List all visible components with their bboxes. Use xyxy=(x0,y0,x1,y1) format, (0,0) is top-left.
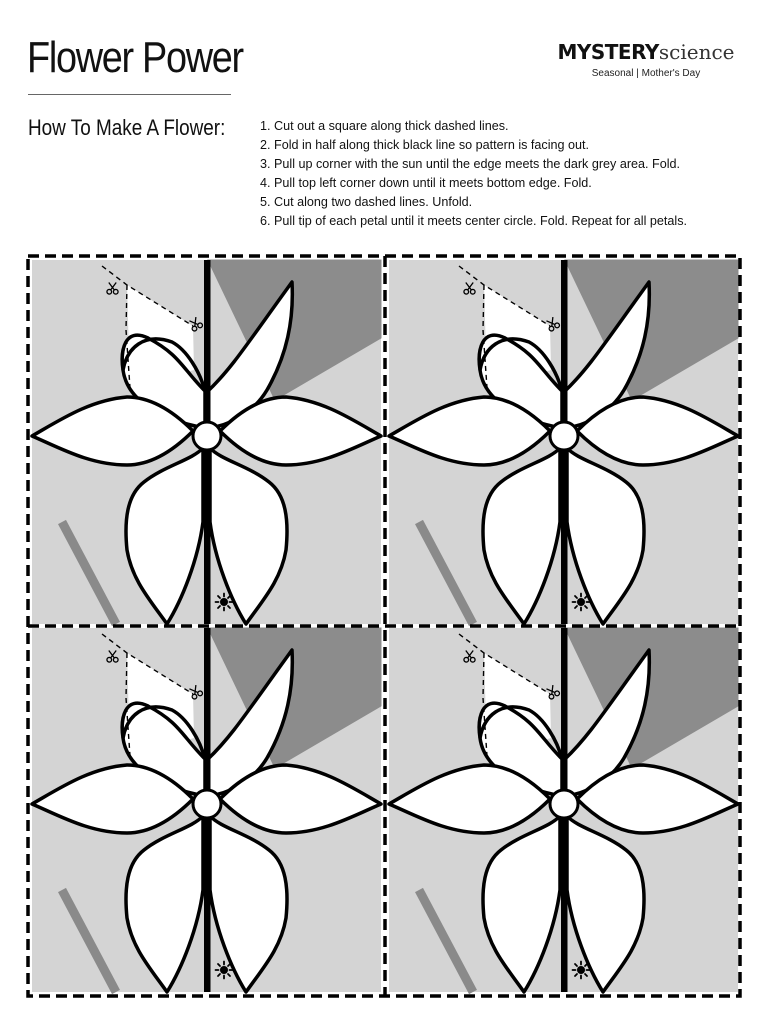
page-title: Flower Power xyxy=(27,33,243,82)
brand-name-light: science xyxy=(658,40,735,64)
flower-panel-bottom-right xyxy=(389,628,738,992)
flower-panel-top-left xyxy=(32,260,381,624)
flower-panel-top-right xyxy=(389,260,738,624)
instruction-step: 2. Fold in half along thick black line so pattern is facing out. xyxy=(260,138,590,152)
brand-name-bold: MYSTERY xyxy=(557,40,659,64)
instruction-step: 6. Pull tip of each petal until it meets center circle. Fold. Repeat for all petals. xyxy=(260,214,688,228)
flower-panel-bottom-left xyxy=(32,628,381,992)
instruction-step: 1. Cut out a square along thick dashed lines. xyxy=(260,119,509,133)
instruction-step: 5. Cut along two dashed lines. Unfold. xyxy=(260,195,473,209)
brand-subtitle: Seasonal | Mother's Day xyxy=(591,68,701,79)
instruction-step: 3. Pull up corner with the sun until the edge meets the dark grey area. Fold. xyxy=(260,157,681,171)
instructions-heading: How To Make A Flower: xyxy=(28,115,226,140)
instruction-step: 4. Pull top left corner down until it meets bottom edge. Fold. xyxy=(260,176,592,190)
